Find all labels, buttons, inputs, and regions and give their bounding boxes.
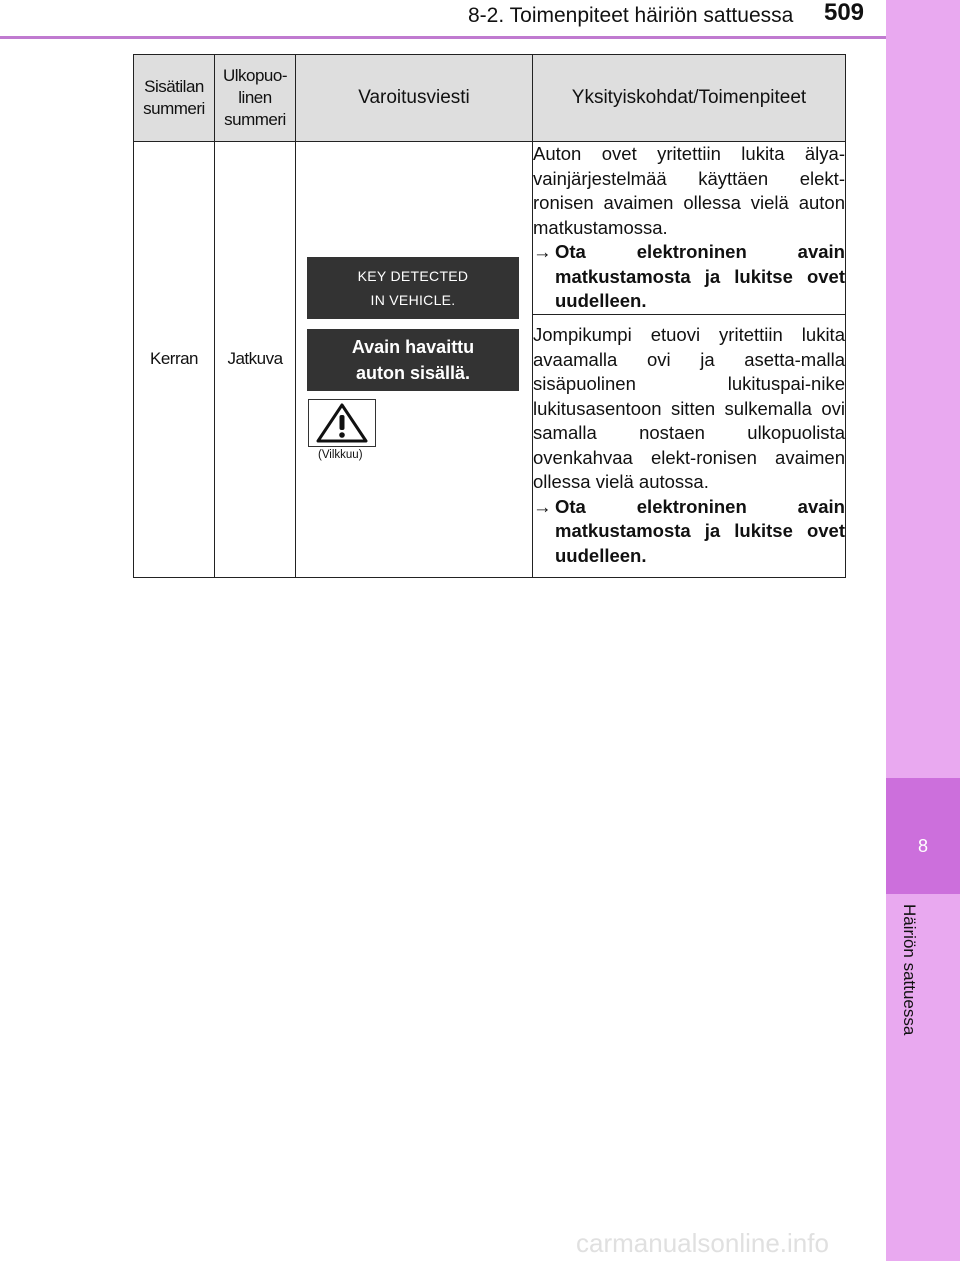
header-details: Yksityiskohdat/Toimenpiteet	[533, 55, 846, 142]
message-image-english	[307, 257, 519, 319]
detail-text-2: Jompikumpi etuovi yritettiin lukita avaamalla ovi ja asetta-malla sisäpuolinen lukituspai-nike lukitusasentoon sitten sulkemalla ovi samalla nostaen ulkopuolista ovenkahvaa elekt-ronisen avaimen ollessa vielä autossa.	[533, 324, 845, 492]
action-2	[533, 495, 845, 569]
header-interior-buzzer-label: Sisätilan summeri	[143, 77, 205, 118]
watermark: carmanualsonline.info	[576, 1228, 829, 1258]
chapter-number: 8	[917, 836, 928, 856]
chapter-label: Häiriön sattuessa	[900, 904, 919, 1036]
exterior-buzzer-value: Jatkuva	[215, 142, 296, 578]
header-interior-buzzer	[134, 55, 215, 142]
flash-note: (Vilkkuu)	[318, 449, 363, 462]
arrow-icon: →	[533, 495, 552, 517]
action-1	[533, 240, 845, 314]
header-exterior-buzzer-label: Ulkopuo-linen summeri	[222, 66, 288, 129]
detail-text-1: Auton ovet yritettiin lukita älya-vainjärjestelmää käyttäen elekt-ronisen avaimen ollessa vielä auton matkustamossa.	[533, 143, 845, 238]
details-cell-1	[533, 142, 846, 315]
action-text-1: Ota elektroninen avain matkustamosta ja lukitse ovet uudelleen.	[555, 241, 845, 311]
action-text-2: Ota elektroninen avain matkustamosta ja lukitse ovet uudelleen.	[555, 495, 845, 566]
message-en-line2: IN VEHICLE.	[370, 292, 456, 309]
details-cell-2	[533, 314, 846, 577]
message-image-finnish	[307, 329, 519, 391]
section-title: 8-2. Toimenpiteet häiriön sattuessa	[468, 4, 794, 27]
header-message: Varoitusviesti	[296, 55, 533, 142]
message-fi-line2: auton sisällä.	[355, 363, 471, 384]
warning-table	[133, 54, 846, 578]
interior-buzzer-value: Kerran	[134, 142, 215, 578]
table-row	[134, 142, 846, 315]
warning-triangle-icon	[308, 399, 376, 447]
message-cell	[296, 142, 533, 578]
message-fi-line1: Avain havaittu	[351, 337, 475, 358]
table-header-row	[134, 55, 846, 142]
header-rule	[0, 36, 886, 39]
arrow-icon: →	[533, 241, 552, 262]
message-en-line1: KEY DETECTED	[357, 268, 469, 285]
header-exterior-buzzer	[215, 55, 296, 142]
side-tab	[886, 0, 960, 1261]
page-number: 509	[808, 0, 880, 28]
